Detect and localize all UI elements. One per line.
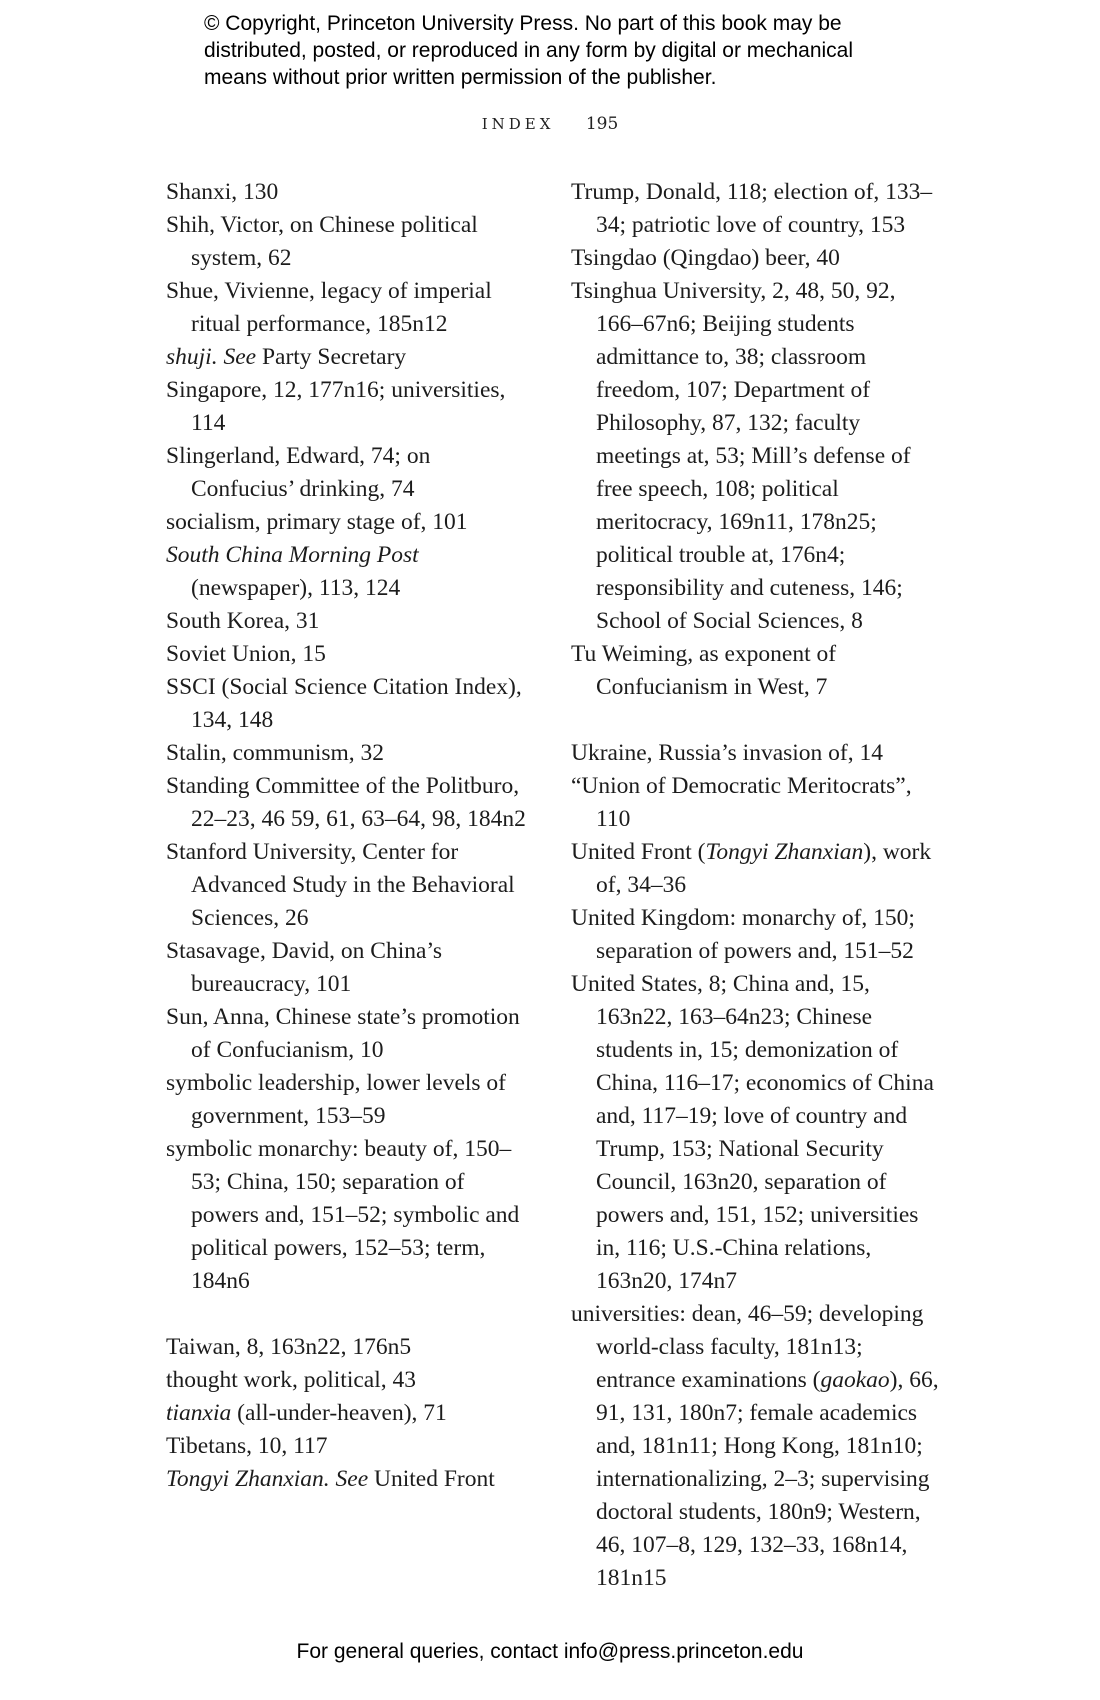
index-entry	[166, 1001, 538, 1067]
index-entry-text: Shue, Vivienne, legacy of imperial ritual performance, 185n12	[166, 278, 492, 337]
index-entry	[166, 440, 538, 506]
index-entry-text: universities: dean, 46–59; developing world-class faculty, 181n13; entrance examinations (	[571, 1301, 924, 1393]
index-entry	[166, 1397, 538, 1430]
page-number: 195	[585, 114, 619, 134]
index-entry	[166, 374, 538, 440]
index-entry-text: Singapore, 12, 177n16; universities, 114	[166, 377, 506, 436]
index-entry	[571, 275, 943, 638]
index-entry-text: SSCI (Social Science Citation Index), 134, 148	[166, 674, 522, 733]
index-entry	[166, 1463, 538, 1496]
index-entry-text: United Kingdom: monarchy of, 150; separation of powers and, 151–52	[571, 905, 915, 964]
index-entry	[571, 902, 943, 968]
index-entry	[166, 209, 538, 275]
index-entry-italic: Tongyi Zhanxian. See	[166, 1466, 369, 1492]
index-column-right	[571, 176, 943, 1595]
index-entry-text: Slingerland, Edward, 74; on Confucius’ drinking, 74	[166, 443, 431, 502]
index-entry-text: Soviet Union, 15	[166, 641, 326, 667]
index-entry	[166, 1430, 538, 1463]
index-entry-text: symbolic monarchy: beauty of, 150–53; China, 150; separation of powers and, 151–52; symbolic and political powers, 152–53; term, 184n6	[166, 1136, 520, 1294]
running-head	[0, 114, 1100, 134]
index-entry	[166, 1364, 538, 1397]
index-entry	[571, 242, 943, 275]
index-entry-italic: Tongyi Zhanxian	[705, 839, 864, 865]
index-column-left	[166, 176, 538, 1496]
index-entry-text: socialism, primary stage of, 101	[166, 509, 468, 535]
index-entry-text: United Front	[368, 1466, 495, 1492]
index-entry	[571, 1298, 943, 1595]
index-entry	[166, 836, 538, 935]
copyright-line: means without prior written permission of the publisher.	[204, 66, 717, 89]
index-entry-text: Trump, Donald, 118; election of, 133–34; patriotic love of country, 153	[571, 179, 933, 238]
index-entry	[571, 638, 943, 704]
copyright-line: distributed, posted, or reproduced in any form by digital or mechanical	[204, 39, 854, 62]
index-entry	[166, 506, 538, 539]
index-entry-text: Stasavage, David, on China’s bureaucracy, 101	[166, 938, 443, 997]
index-entry-text: Shih, Victor, on Chinese political system, 62	[166, 212, 478, 271]
index-entry-text: South Korea, 31	[166, 608, 320, 634]
index-entry	[166, 539, 538, 605]
index-entry	[571, 836, 943, 902]
index-entry	[571, 176, 943, 242]
index-entry-text: Taiwan, 8, 163n22, 176n5	[166, 1334, 412, 1360]
index-entry	[571, 968, 943, 1298]
index-entry-italic: gaokao	[820, 1367, 890, 1393]
index-entry-text: (newspaper), 113, 124	[191, 575, 401, 601]
index-entry	[571, 770, 943, 836]
index-entry-text: Stanford University, Center for Advanced Study in the Behavioral Sciences, 26	[166, 839, 515, 931]
index-entry	[571, 737, 943, 770]
index-entry-text: United Front (	[571, 839, 706, 865]
index-entry-text: Sun, Anna, Chinese state’s promotion of Confucianism, 10	[166, 1004, 520, 1063]
index-entry	[166, 935, 538, 1001]
index-entry	[166, 638, 538, 671]
index-entry	[166, 1067, 538, 1133]
index-entry-text: Standing Committee of the Politburo, 22–23, 46 59, 61, 63–64, 98, 184n2	[166, 773, 526, 832]
index-entry-text: Stalin, communism, 32	[166, 740, 385, 766]
index-entry-text: thought work, political, 43	[166, 1367, 416, 1393]
index-entry	[166, 770, 538, 836]
index-entry	[166, 275, 538, 341]
index-entry	[166, 176, 538, 209]
index-entry-text: ), work of, 34–36	[596, 839, 932, 898]
index-entry-text: ), 66, 91, 131, 180n7; female academics and, 181n11; Hong Kong, 181n10; internationalizing, 2–3; supervising doctoral students, 180n9; Western, 46, 107–8, 129, 132–33, 168n14, 181n15	[596, 1367, 939, 1591]
index-entry-text: symbolic leadership, lower levels of government, 153–59	[166, 1070, 507, 1129]
index-entry-text: Party Secretary	[256, 344, 407, 370]
index-entry	[166, 671, 538, 737]
index-entry-italic: South China Morning Post	[166, 542, 419, 568]
index-entry-text: Tsingdao (Qingdao) beer, 40	[571, 245, 840, 271]
index-entry	[166, 1331, 538, 1364]
index-entry-text: United States, 8; China and, 15, 163n22, 163–64n23; Chinese students in, 15; demonization of China, 116–17; economics of China and, 117–19; love of country and Trump, 153; National Security Council, 163n20, separation of powers and, 151, 152; universities in, 116; U.S.-China relations, 163n20, 174n7	[571, 971, 934, 1294]
copyright-notice	[204, 10, 964, 91]
index-entry-text: “Union of Democratic Meritocrats”, 110	[571, 773, 912, 832]
index-entry-text: Tsinghua University, 2, 48, 50, 92, 166–67n6; Beijing students admittance to, 38; classroom freedom, 107; Department of Philosophy, 87, 132; faculty meetings at, 53; Mill’s defense of free speech, 108; political meritocracy, 169n11, 178n25; political trouble at, 176n4; responsibility and cuteness, 146; School of Social Sciences, 8	[571, 278, 911, 634]
index-entry-text: Ukraine, Russia’s invasion of, 14	[571, 740, 883, 766]
footer-contact: For general queries, contact info@press.princeton.edu	[296, 1640, 804, 1663]
index-entry-italic: tianxia	[166, 1400, 232, 1426]
index-entry	[166, 605, 538, 638]
index-entry-text: Tu Weiming, as exponent of Confucianism in West, 7	[571, 641, 837, 700]
index-entry	[166, 737, 538, 770]
copyright-line: © Copyright, Princeton University Press. No part of this book may be	[204, 12, 842, 35]
index-entry	[166, 1133, 538, 1298]
index-entry-text: Tibetans, 10, 117	[166, 1433, 328, 1459]
index-entry	[166, 341, 538, 374]
index-entry-text: Shanxi, 130	[166, 179, 279, 205]
index-entry-italic: shuji. See	[166, 344, 257, 370]
running-head-label: INDEX	[481, 115, 555, 133]
index-entry-text: (all-under-heaven), 71	[231, 1400, 447, 1426]
